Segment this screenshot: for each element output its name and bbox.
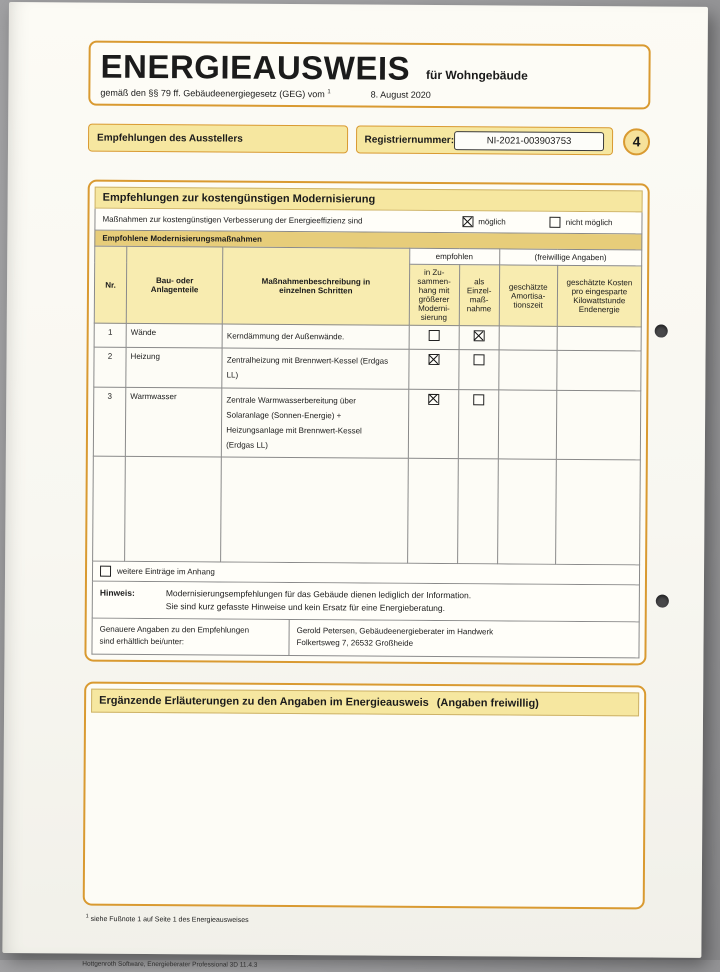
measure-amortisation (499, 326, 557, 351)
section-header-row (88, 124, 650, 156)
document-header-box (88, 41, 650, 110)
recommendations-box (84, 180, 649, 666)
recommendations-title: Empfehlungen zur kostengünstigen Modernisierung (95, 187, 643, 213)
contact-row (91, 618, 639, 658)
checkbox-unchecked-icon (473, 394, 484, 405)
punch-hole (655, 325, 668, 338)
measures-table-header (94, 246, 642, 327)
punch-hole (656, 595, 669, 608)
more-entries-checkbox (100, 566, 111, 577)
empty-cell (457, 459, 498, 564)
measure-with-modernisation (408, 389, 459, 459)
empty-cell (555, 460, 640, 566)
recommended-measures-subheader: Empfohlene Modernisierungsmaßnahmen (94, 231, 642, 250)
checkbox-checked-icon (428, 393, 439, 404)
efficiency-statement: Maßnahmen zur kostengünstigen Verbesserung der Energieeffizienz sind (102, 214, 363, 226)
measure-nr: 3 (93, 387, 126, 457)
notes-title: Ergänzende Erläuterungen zu den Angaben im Energieausweis (99, 694, 429, 709)
measures-table (92, 246, 642, 566)
checkbox-checked-icon (428, 354, 439, 365)
measure-component: Wände (126, 323, 222, 348)
empty-cell (497, 459, 556, 564)
possible-label: möglich (478, 217, 506, 227)
measure-row (93, 387, 640, 461)
measure-costs (557, 351, 641, 391)
measure-description: Kerndämmung der Außenwände. (222, 324, 408, 349)
contact-value: Gerold Petersen, Gebäudeenergieberater im Handwerk Folkertsweg 7, 26532 Großheide (288, 620, 638, 657)
hint-row (92, 582, 640, 622)
empty-cell (93, 456, 126, 561)
document-subtitle: für Wohngebäude (425, 67, 528, 83)
empty-cell (221, 457, 408, 563)
measure-with-modernisation (408, 349, 458, 389)
possible-checkbox (462, 216, 473, 227)
software-credit: Hottgenroth Software, Energieberater Professional 3D 11.4.3 (82, 960, 258, 969)
empty-cell (407, 459, 458, 564)
registry-label: Registriernummer: (364, 133, 455, 146)
contact-label: Genauere Angaben zu den Empfehlungen sind erhältlich bei/unter: (99, 624, 250, 647)
col-header-single-measure: als Einzel- maß- nahme (459, 265, 500, 326)
measure-nr: 2 (94, 347, 126, 387)
document-page (2, 2, 708, 969)
group-header-voluntary: (freiwillige Angaben) (499, 249, 641, 266)
footnote-marker: 1 (327, 89, 331, 96)
empty-measure-row (93, 456, 641, 565)
measure-row (94, 347, 641, 390)
measure-costs (556, 390, 641, 460)
checkbox-checked-icon (473, 330, 484, 341)
checkbox-unchecked-icon (428, 330, 439, 341)
measure-description: Zentralheizung mit Brennwert-Kessel (Erdgas LL) (222, 348, 409, 389)
measure-single (458, 350, 498, 390)
checkbox-unchecked-icon (473, 354, 484, 365)
measure-description: Zentrale Warmwasserbereitung über Solaranlage (Sonnen-Energie) + Heizungsanlage mit Brennwert-Kessel (Erdgas LL) (222, 388, 409, 459)
notes-title-suffix: (Angaben freiwillig) (436, 696, 539, 710)
col-header-description: Maßnahmenbeschreibung in einzelnen Schritten (222, 247, 409, 325)
col-header-with-modernisation: in Zu- sammen- hang mit größerer Moderni- sierung (409, 264, 460, 325)
empty-cell (125, 457, 222, 563)
measure-single (458, 389, 499, 459)
registry-box (355, 125, 613, 155)
supplementary-notes-box (83, 681, 647, 909)
measures-table-body (93, 323, 641, 460)
measure-costs (557, 326, 641, 351)
document-title: ENERGIEAUSWEIS (100, 47, 411, 87)
group-header-recommended: empfohlen (409, 248, 499, 265)
page-content (82, 41, 650, 972)
measure-amortisation (498, 350, 556, 390)
measure-component: Warmwasser (125, 387, 222, 457)
law-date: 8. August 2020 (370, 89, 431, 100)
hint-label: Hinweis: (99, 587, 135, 599)
hint-text: Modernisierungsempfehlungen für das Gebäude dienen lediglich der Information. Sie sind kurz gefasste Hinweise und kein Ersatz für eine Energieberatung. (165, 588, 472, 614)
col-header-component: Bau- oder Anlagenteile (126, 246, 223, 324)
measure-amortisation (498, 389, 557, 459)
not-possible-checkbox (550, 217, 561, 228)
col-header-nr: Nr. (94, 246, 127, 323)
page-number-badge: 4 (623, 128, 650, 155)
law-reference-line: gemäß den §§ 79 ff. Gebäudeenergiegesetz (GEG) vom $^1$ 8. August 2020 (100, 87, 431, 100)
measure-component: Heizung (126, 348, 222, 388)
page-footnote: $^1$ siehe Fußnote 1 auf Seite 1 des Energieausweises (85, 913, 249, 924)
col-header-costs: geschätzte Kosten pro eingesparte Kilowattstunde Endenergie (557, 265, 642, 327)
measure-single (459, 326, 499, 350)
registry-number: NI-2021-003903753 (454, 131, 604, 151)
measure-nr: 1 (94, 323, 126, 347)
col-header-amortisation: geschätzte Amortisa- tionszeit (499, 265, 558, 326)
not-possible-label: nicht möglich (565, 217, 613, 228)
more-entries-label: weitere Einträge im Anhang (116, 567, 215, 577)
footnote-marker: 1 (85, 913, 89, 920)
measure-with-modernisation (409, 325, 459, 350)
section-title: Empfehlungen des Ausstellers (88, 124, 348, 154)
